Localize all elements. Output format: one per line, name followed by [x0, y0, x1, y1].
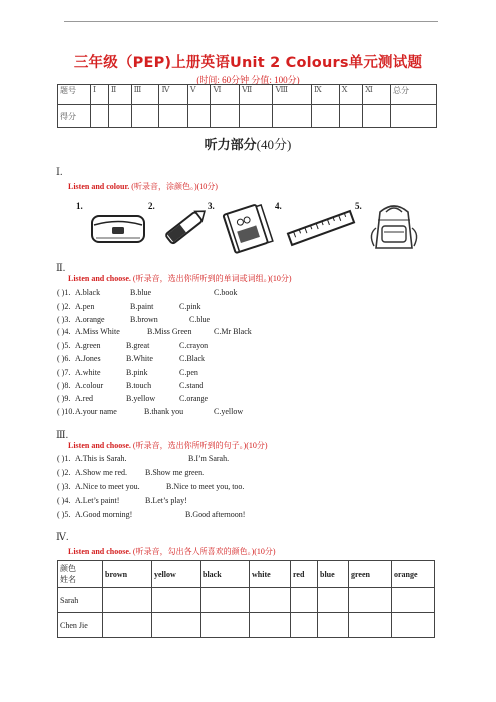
- option-c: C.crayon: [179, 341, 209, 350]
- colour-header: blue: [318, 561, 349, 588]
- option-b: B.blue: [130, 288, 152, 297]
- score-cell[interactable]: [91, 105, 109, 128]
- part1-numeral: Ⅰ.: [56, 167, 63, 178]
- part4-numeral: Ⅳ.: [56, 532, 69, 543]
- part3-instruction-cn: (听录音，选出你所听到的句子。)(10分): [132, 441, 268, 450]
- score-cell-total[interactable]: [390, 105, 436, 128]
- tick-cell[interactable]: [250, 613, 291, 638]
- score-cell[interactable]: [211, 105, 240, 128]
- colour-choice-table: [57, 560, 435, 638]
- answer-blank[interactable]: ( )1.: [57, 454, 71, 463]
- colour-header: white: [250, 561, 291, 588]
- answer-blank[interactable]: ( )10.: [57, 407, 75, 416]
- option-a: A.Let’s paint!: [75, 496, 120, 505]
- part2-numeral: Ⅱ.: [56, 263, 66, 274]
- page-subtitle: (时间: 60分钟 分值: 100分): [196, 75, 300, 85]
- option-a: A.green: [75, 341, 101, 350]
- answer-blank[interactable]: ( )4.: [57, 327, 71, 336]
- option-c: C.Mr Black: [214, 327, 252, 336]
- option-c: C.book: [214, 288, 238, 297]
- pencil-case-icon[interactable]: [88, 198, 148, 254]
- tick-cell[interactable]: [103, 613, 152, 638]
- score-table: [57, 84, 437, 128]
- score-cell[interactable]: [311, 105, 339, 128]
- colour-header: black: [201, 561, 250, 588]
- option-b: B.White: [126, 354, 153, 363]
- score-table-header-label: 题号: [58, 85, 91, 105]
- option-a: A.red: [75, 394, 93, 403]
- marker-icon[interactable]: [158, 198, 214, 254]
- tick-cell[interactable]: [318, 613, 349, 638]
- answer-blank[interactable]: ( )3.: [57, 482, 71, 491]
- corner-colour-label: 颜色: [60, 564, 76, 573]
- option-c: C.yellow: [214, 407, 244, 416]
- answer-blank[interactable]: ( )2.: [57, 302, 71, 311]
- tick-cell[interactable]: [152, 613, 201, 638]
- tick-cell[interactable]: [250, 588, 291, 613]
- book-icon[interactable]: [218, 198, 278, 254]
- tick-cell[interactable]: [291, 588, 318, 613]
- colour-table-corner: [58, 561, 103, 588]
- option-b: B.Let’s play!: [145, 496, 187, 505]
- score-table-row-label: 得分: [58, 105, 91, 128]
- answer-blank[interactable]: ( )3.: [57, 315, 71, 324]
- page-title: 三年级（PEP)上册英语Unit 2 Colours单元测试题: [73, 55, 423, 71]
- student-name: Chen Jie: [58, 613, 103, 638]
- tick-cell[interactable]: [291, 613, 318, 638]
- section-points: (40分): [256, 137, 292, 152]
- score-col-total: 总分: [390, 85, 436, 105]
- section-title-text: 听力部分: [204, 137, 257, 152]
- score-col-6: Ⅵ: [211, 85, 240, 105]
- option-b: B.touch: [126, 381, 152, 390]
- option-a: A.colour: [75, 381, 104, 390]
- section-title: [0, 134, 496, 153]
- score-col-4: Ⅳ: [159, 85, 187, 105]
- score-cell[interactable]: [108, 105, 131, 128]
- score-cell[interactable]: [273, 105, 311, 128]
- option-c: C.pink: [179, 302, 201, 311]
- option-b: B.I’m Sarah.: [188, 454, 230, 463]
- score-col-2: Ⅱ: [108, 85, 131, 105]
- option-c: C.blue: [189, 315, 211, 324]
- option-c: C.orange: [179, 394, 209, 403]
- option-b: B.yellow: [126, 394, 156, 403]
- option-b: B.brown: [130, 315, 158, 324]
- part1-pictures: [68, 198, 428, 254]
- tick-cell[interactable]: [349, 588, 392, 613]
- score-cell[interactable]: [159, 105, 187, 128]
- student-name: Sarah: [58, 588, 103, 613]
- score-col-5: Ⅴ: [187, 85, 211, 105]
- colour-header: green: [349, 561, 392, 588]
- tick-cell[interactable]: [349, 613, 392, 638]
- part3-numeral: Ⅲ.: [56, 430, 69, 441]
- backpack-icon[interactable]: [364, 198, 424, 254]
- option-a: A.orange: [75, 315, 105, 324]
- option-b: B.paint: [130, 302, 154, 311]
- tick-cell[interactable]: [392, 613, 435, 638]
- corner-name-label: 姓名: [60, 575, 76, 584]
- part2-instruction: [68, 273, 292, 284]
- part1-instruction-en: Listen and colour.: [68, 182, 130, 191]
- score-col-7: Ⅶ: [239, 85, 273, 105]
- option-a: A.Show me red.: [75, 468, 127, 477]
- colour-header: brown: [103, 561, 152, 588]
- option-b: B.pink: [126, 368, 148, 377]
- colour-header: red: [291, 561, 318, 588]
- tick-cell[interactable]: [152, 588, 201, 613]
- option-a: A.your name: [75, 407, 117, 416]
- answer-blank[interactable]: ( )1.: [57, 288, 71, 297]
- colour-header: orange: [392, 561, 435, 588]
- tick-cell[interactable]: [201, 588, 250, 613]
- option-b: B.great: [126, 341, 150, 350]
- picture-label-2: 2.: [148, 201, 155, 211]
- part2-instruction-cn: (听录音，选出你所听到的单词或词组。)(10分): [132, 274, 292, 283]
- tick-cell[interactable]: [201, 613, 250, 638]
- colour-table-row: [58, 613, 435, 638]
- score-cell[interactable]: [239, 105, 273, 128]
- part4-instruction-en: Listen and choose.: [68, 547, 131, 556]
- answer-blank[interactable]: ( )4.: [57, 496, 71, 505]
- option-a: A.Miss White: [75, 327, 120, 336]
- option-a: A.black: [75, 288, 101, 297]
- part3-instruction: [68, 440, 268, 451]
- score-cell[interactable]: [363, 105, 391, 128]
- option-a: A.This is Sarah.: [75, 454, 127, 463]
- score-cell[interactable]: [339, 105, 362, 128]
- part1-instruction-cn: (听录音，涂颜色。)(10分): [131, 182, 218, 191]
- score-col-1: Ⅰ: [91, 85, 109, 105]
- answer-blank[interactable]: ( )2.: [57, 468, 71, 477]
- part4-instruction: [68, 546, 276, 557]
- option-c: C.Black: [179, 354, 205, 363]
- option-a: A.pen: [75, 302, 95, 311]
- option-b: B.Miss Green: [147, 327, 192, 336]
- option-a: A.Nice to meet you.: [75, 482, 140, 491]
- picture-label-1: 1.: [76, 201, 83, 211]
- header-rule: [64, 21, 438, 22]
- option-a: A.white: [75, 368, 101, 377]
- option-b: B.Good afternoon!: [185, 510, 246, 519]
- score-col-9: Ⅸ: [311, 85, 339, 105]
- picture-label-3: 3.: [208, 201, 215, 211]
- score-col-11: Ⅺ: [363, 85, 391, 105]
- tick-cell[interactable]: [318, 588, 349, 613]
- answer-blank[interactable]: ( )9.: [57, 394, 71, 403]
- colour-header: yellow: [152, 561, 201, 588]
- option-c: C.pen: [179, 368, 198, 377]
- answer-blank[interactable]: ( )8.: [57, 381, 71, 390]
- option-b: B.Show me green.: [145, 468, 205, 477]
- score-cell[interactable]: [187, 105, 211, 128]
- option-b: B.Nice to meet you, too.: [166, 482, 245, 491]
- tick-cell[interactable]: [103, 588, 152, 613]
- option-a: A.Good morning!: [75, 510, 133, 519]
- option-b: B.thank you: [144, 407, 184, 416]
- answer-blank[interactable]: ( )5.: [57, 510, 71, 519]
- colour-table-header-row: [58, 561, 435, 588]
- ruler-icon[interactable]: [284, 198, 358, 254]
- colour-table-row: [58, 588, 435, 613]
- option-a: A.Jones: [75, 354, 101, 363]
- tick-cell[interactable]: [392, 588, 435, 613]
- score-col-3: Ⅲ: [131, 85, 159, 105]
- part4-instruction-cn: (听录音，勾出各人所喜欢的颜色。)(10分): [132, 547, 276, 556]
- picture-label-4: 4.: [275, 201, 282, 211]
- picture-label-5: 5.: [355, 201, 362, 211]
- score-cell[interactable]: [131, 105, 159, 128]
- option-c: C.stand: [179, 381, 204, 390]
- score-col-8: Ⅷ: [273, 85, 311, 105]
- score-table-header-row: [58, 85, 437, 105]
- score-table-score-row: [58, 105, 437, 128]
- score-col-10: Ⅹ: [339, 85, 362, 105]
- answer-blank[interactable]: ( )7.: [57, 368, 71, 377]
- part3-instruction-en: Listen and choose.: [68, 441, 131, 450]
- part1-instruction: [68, 181, 218, 192]
- answer-blank[interactable]: ( )6.: [57, 354, 71, 363]
- answer-blank[interactable]: ( )5.: [57, 341, 71, 350]
- part2-instruction-en: Listen and choose.: [68, 274, 131, 283]
